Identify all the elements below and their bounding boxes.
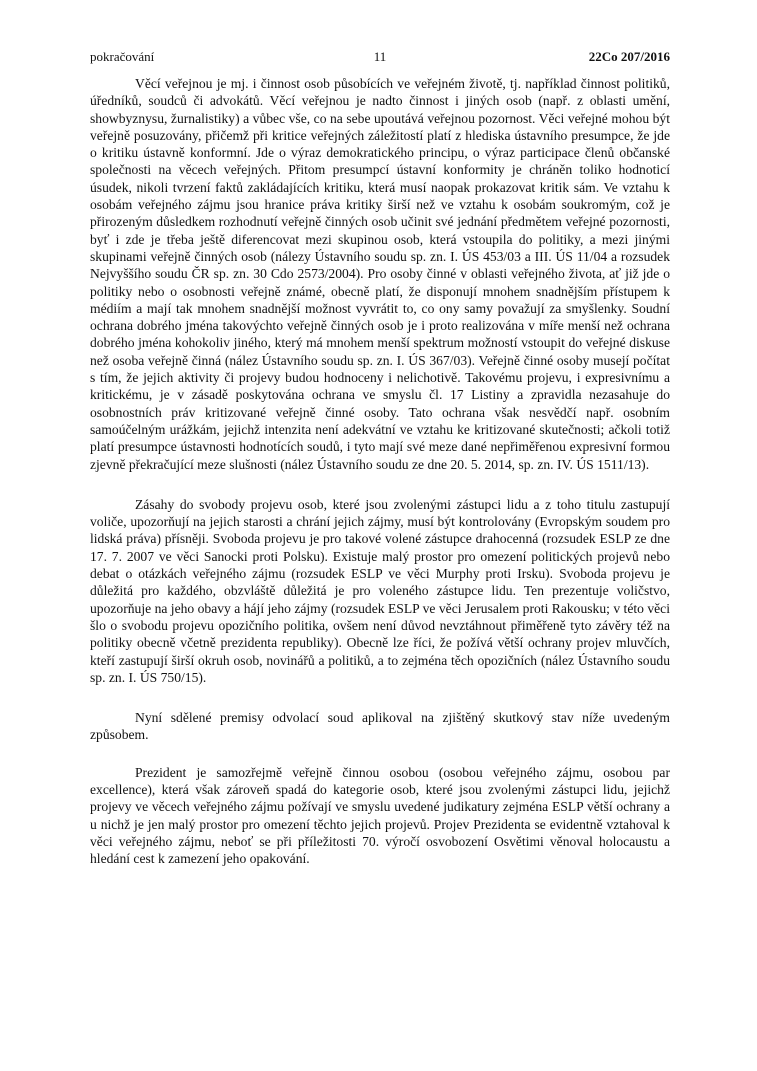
page-number: 11 bbox=[373, 49, 387, 64]
case-number: 22Co 207/2016 bbox=[588, 49, 670, 64]
document-body bbox=[90, 75, 670, 890]
paragraph-elected-representatives: Zásahy do svobody projevu osob, které jsou zvolenými zástupci lidu a z toho titulu zastupují voliče, upozorňují na jejich starosti a chrání jejich zájmy, musí být kontrolovány (Evropským soudem pro lidská práva) přísněji. Svoboda projevu je pro takové volené zástupce drahocenná (rozsudek ESLP ze dne 17. 7. 2007 ve věci Sanocki proti Polsku). Existuje malý prostor pro omezení politických projevů nebo debat o otázkách veřejného zájmu (rozsudek ESLP ve věci Murphy proti Irsku). Svoboda projevu je důležitá pro každého, obzvláště důležitá je pro voleného zástupce lidu. Ten prezentuje voličstvo, upozorňuje na jeho obavy a hájí jeho zájmy (rozsudek ESLP ve věci Jerusalem proti Rakousku; v této věci šlo o svobodu projevu opozičního politika, ovšem není důvod nevztáhnout přiměřeně tyto závěry též na politiky obecně včetně prezidenta republiky). Obecně lze říci, že požívá větší ochrany projev mluvčích, kteří zastupují širší okruh osob, novinářů a politiků, a to zejména těch opozičních (nález Ústavního soudu sp. zn. I. ÚS 750/15). bbox=[90, 496, 670, 685]
paragraph-president: Prezident je samozřejmě veřejně činnou osobou (osobou veřejného zájmu, osobou par excellence), která však zároveň spadá do kategorie osob, které jsou zvolenými zástupci lidu, jejichž projevy ve věcech veřejného zájmu požívají ve smyslu uvedené judikatury zejména ESLP větší ochrany a u nichž je jen malý prostor pro omezení těchto jejich projevů. Projev Prezidenta se evidentně vztahoval k věci veřejného zájmu, neboť se při příležitosti 70. výročí osvobození Osvětimi věnoval holocaustu a hledání cest k zamezení jeho opakování. bbox=[90, 764, 670, 867]
continuation-label: pokračování bbox=[90, 49, 155, 64]
paragraph-premises: Nyní sdělené premisy odvolací soud aplikoval na zjištěný skutkový stav níže uvedeným způsobem. bbox=[90, 710, 670, 743]
paragraph-public-affairs: Věcí veřejnou je mj. i činnost osob působících ve veřejném životě, tj. například činnost politiků, úředníků, soudců či advokátů. Věcí veřejnou je nadto činnost i jiných osob (např. z oblasti umění, showbyznysu, žurnalistiky) a vůbec vše, co na sebe upoutává veřejnou pozornost. Věci veřejné mohou být veřejně posuzovány, přičemž při kritice veřejných záležitostí platí z hlediska ústavního presumpce, že jde o kritiku ústavně konformní. Jde o výraz demokratického principu, o výraz participace členů občanské společnosti na věcech veřejných. Přitom presumpcí ústavní konformity je chráněn toliko hodnoticí úsudek, nikoli tvrzení faktů zakládajících kritiku, která musí naopak prokazovat kritik sám. Ve vztahu k osobám veřejného zájmu jsou hranice práva kritiky širší než ve vztahu k osobám soukromým, což je přirozeným důsledkem rozhodnutí veřejně činných osob učinit své jednání předmětem veřejné pozornosti, byť i zde je třeba ještě diferencovat mezi skupinou osob, která vstoupila do politiky, a mezi jinými skupinami veřejně činných osob (nálezy Ústavního soudu sp. zn. I. ÚS 453/03 a III. ÚS 11/04 a rozsudek Nejvyššího soudu ČR sp. zn. 30 Cdo 2573/2004). Pro osoby činné v oblasti veřejného života, ať již jde o politiky nebo o osobnosti veřejně známé, obecně platí, že disponují mnohem snadnějším přístupem k médiím a mají tak mnohem snadnější možnost vyvrátit to, co ony samy považují za smyšlenky. Soudní ochrana dobrého jména takovýchto veřejně činných osob je i proto realizována v míře menší než ochrana dobrého jména kohokoliv jiného, který má mnohem menší spektrum možností vstoupit do veřejné diskuse než osoba veřejně činná (nález Ústavního soudu sp. zn. I. ÚS 367/03). Veřejně činné osoby musejí počítat s tím, že jejich aktivity či projevy budou hodnoceny i nelichotivě. Takovému projevu, i expresivnímu a kritickému, je v zásadě poskytována ochrana ve smyslu čl. 17 Listiny a zpravidla nezasahuje do osobnostních práv kritizované veřejně činné osoby. Tato ochrana však nesvědčí např. osobním samoúčelným urážkám, jejichž intenzita není adekvátní ve vztahu ke kritizované skutečnosti; ačkoli totiž platí presumpce ústavnosti hodnotících soudů, i tyto mají své meze dané nepřiměřenou expresivní formou zjevně překračující meze slušnosti (nález Ústavního soudu ze dne 20. 5. 2014, sp. zn. IV. ÚS 1511/13). bbox=[90, 76, 670, 472]
page-header bbox=[90, 48, 670, 66]
